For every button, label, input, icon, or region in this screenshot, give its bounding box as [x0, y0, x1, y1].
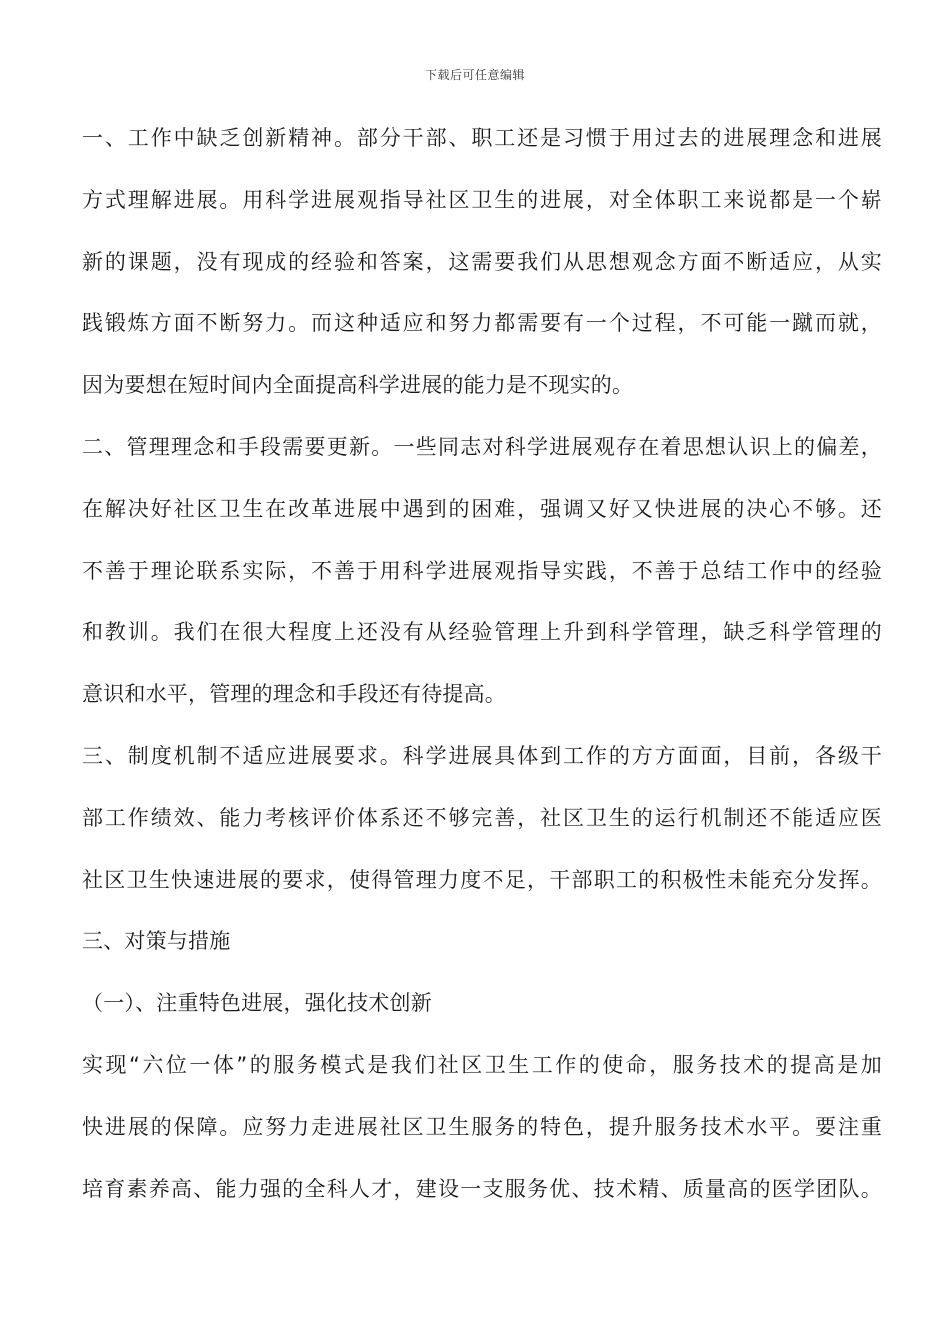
text-line: 意识和水平，管理的理念和手段还有待提高。 — [82, 682, 506, 707]
paragraph-1 — [82, 118, 882, 427]
text-line: 不善于理论联系实际，不善于用科学进展观指导实践，不善于总结工作中的经验 — [82, 558, 882, 583]
text-line: 践锻炼方面不断努力。而这种适应和努力都需要有一个过程，不可能一蹴而就， — [82, 311, 882, 336]
document-body — [82, 118, 882, 1230]
page-header: 下载后可任意编辑 — [424, 68, 525, 82]
paragraph-3 — [82, 736, 882, 921]
paragraph-4 — [82, 1045, 882, 1230]
subsection-heading — [82, 983, 882, 1045]
heading-line: 三、对策与措施 — [82, 929, 231, 954]
text-line: 部工作绩效、能力考核评价体系还不够完善，社区卫生的运行机制还不能适应医 — [82, 805, 882, 830]
text-line: 社区卫生快速进展的要求，使得管理力度不足，干部职工的积极性未能充分发挥。 — [82, 867, 882, 892]
text-line: 和教训。我们在很大程度上还没有从经验管理上升到科学管理，缺乏科学管理的 — [82, 620, 882, 645]
text-line: 方式理解进展。用科学进展观指导社区卫生的进展，对全体职工来说都是一个崭 — [82, 187, 882, 212]
text-line: 培育素养高、能力强的全科人才，建设一支服务优、技术精、质量高的医学团队。 — [82, 1176, 882, 1201]
text-line: 在解决好社区卫生在改革进展中遇到的困难，强调又好又快进展的决心不够。还 — [82, 496, 882, 521]
section-heading — [82, 921, 882, 983]
text-line: 快进展的保障。应努力走进展社区卫生服务的特色，提升服务技术水平。要注重 — [82, 1114, 882, 1139]
text-line: 因为要想在短时间内全面提高科学进展的能力是不现实的。 — [82, 373, 634, 398]
heading-line: （一）、注重特色进展，强化技术创新 — [82, 991, 432, 1016]
paragraph-2 — [82, 427, 882, 736]
text-line: 二、管理理念和手段需要更新。一些同志对科学进展观存在着思想认识上的偏差， — [82, 434, 882, 459]
text-line: 一、工作中缺乏创新精神。部分干部、职工还是习惯于用过去的进展理念和进展 — [82, 126, 882, 150]
text-line: 实现“六位一体”的服务模式是我们社区卫生工作的使命，服务技术的提高是加 — [82, 1052, 882, 1077]
text-line: 三、制度机制不适应进展要求。科学进展具体到工作的方方面面，目前，各级干 — [82, 743, 882, 768]
text-line: 新的课题，没有现成的经验和答案，这需要我们从思想观念方面不断适应，从实 — [82, 249, 882, 274]
